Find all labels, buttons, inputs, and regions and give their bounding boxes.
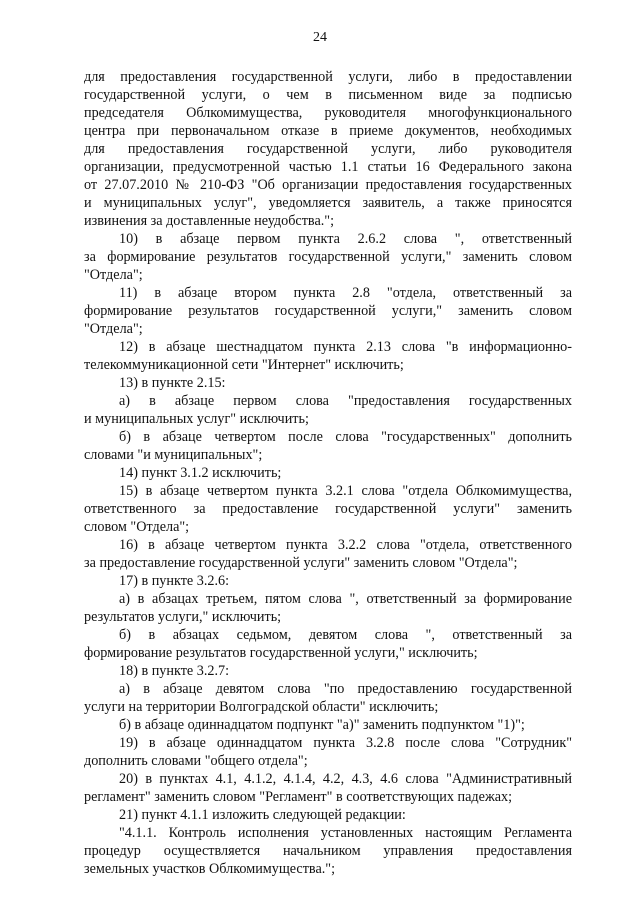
text-line: 12) в абзаце шестнадцатом пункта 2.13 слова "в информационно- bbox=[119, 339, 572, 355]
text-line: б) в абзаце одиннадцатом подпункт "а)" заменить подпунктом "1)"; bbox=[119, 717, 525, 733]
text-line: процедур осуществляется начальником управления предоставления bbox=[84, 843, 572, 859]
text-line: а) в абзацах третьем, пятом слова ", ответственный за формирование bbox=[119, 591, 572, 607]
text-line: результатов услуги," исключить; bbox=[84, 609, 282, 625]
text-line: 16) в абзаце четвертом пункта 3.2.2 слова "отдела, ответственного bbox=[119, 537, 572, 553]
text-line: от 27.07.2010 № 210-ФЗ "Об организации предоставления государственных bbox=[84, 177, 572, 193]
text-line: 18) в пункте 3.2.7: bbox=[119, 663, 230, 679]
text-line: дополнить словами "общего отдела"; bbox=[84, 753, 308, 769]
text-line: 19) в абзаце одиннадцатом пункта 3.2.8 после слова "Сотрудник" bbox=[119, 735, 572, 751]
text-line: организации, предусмотренной частью 1.1 статьи 16 Федерального закона bbox=[84, 159, 572, 175]
text-line: земельных участков Облкомимущества."; bbox=[84, 861, 336, 877]
text-line: 13) в пункте 2.15: bbox=[119, 375, 226, 391]
text-line: ответственного за предоставление государственной услуги" заменить bbox=[84, 501, 572, 517]
text-line: словом "Отдела"; bbox=[84, 519, 190, 535]
text-line: и муниципальных услуг", уведомляется заявитель, а также приносятся bbox=[84, 195, 572, 211]
text-line: извинения за доставленные неудобства."; bbox=[84, 213, 335, 229]
page-number: 24 bbox=[313, 30, 327, 45]
text-line: "4.1.1. Контроль исполнения установленных настоящим Регламента bbox=[119, 825, 572, 841]
document-body bbox=[84, 68, 572, 878]
text-line: 20) в пунктах 4.1, 4.1.2, 4.1.4, 4.2, 4.3, 4.6 слова "Административный bbox=[119, 771, 572, 787]
text-line: формирование результатов государственной услуги," исключить; bbox=[84, 645, 478, 661]
text-line: 10) в абзаце первом пункта 2.6.2 слова ", ответственный bbox=[119, 231, 572, 247]
text-line: 11) в абзаце втором пункта 2.8 "отдела, ответственный за bbox=[119, 285, 572, 301]
text-line: центра при первоначальном отказе в приеме документов, необходимых bbox=[84, 123, 572, 139]
text-line: для предоставления государственной услуги, либо руководителя bbox=[84, 141, 572, 157]
text-line: государственной услуги, о чем в письменном виде за подписью bbox=[84, 87, 572, 103]
text-line: регламент" заменить словом "Регламент" в соответствующих падежах; bbox=[84, 789, 513, 805]
text-line: а) в абзаце девятом слова "по предоставлению государственной bbox=[119, 681, 572, 697]
text-line: за формирование результатов государственной услуги," заменить словом bbox=[84, 249, 572, 265]
text-line: "Отдела"; bbox=[84, 321, 143, 337]
text-line: б) в абзацах седьмом, девятом слова ", ответственный за bbox=[119, 627, 572, 643]
text-line: а) в абзаце первом слова "предоставления государственных bbox=[119, 393, 572, 409]
text-line: председателя Облкомимущества, руководителя многофункционального bbox=[84, 105, 572, 121]
text-line: для предоставления государственной услуги, либо в предоставлении bbox=[84, 69, 572, 85]
text-line: б) в абзаце четвертом после слова "государственных" дополнить bbox=[119, 429, 572, 445]
text-line: словами "и муниципальных"; bbox=[84, 447, 263, 463]
text-line: за предоставление государственной услуги" заменить словом "Отдела"; bbox=[84, 555, 518, 571]
text-line: "Отдела"; bbox=[84, 267, 143, 283]
text-line: телекоммуникационной сети "Интернет" исключить; bbox=[84, 357, 404, 373]
text-line: 14) пункт 3.1.2 исключить; bbox=[119, 465, 282, 481]
text-line: формирование результатов государственной услуги," заменить словом bbox=[84, 303, 572, 319]
text-line: услуги на территории Волгоградской области" исключить; bbox=[84, 699, 439, 715]
text-line: 21) пункт 4.1.1 изложить следующей редакции: bbox=[119, 807, 406, 823]
text-line: 17) в пункте 3.2.6: bbox=[119, 573, 230, 589]
text-line: и муниципальных услуг" исключить; bbox=[84, 411, 309, 427]
text-line: 15) в абзаце четвертом пункта 3.2.1 слова "отдела Облкомимущества, bbox=[119, 483, 572, 499]
